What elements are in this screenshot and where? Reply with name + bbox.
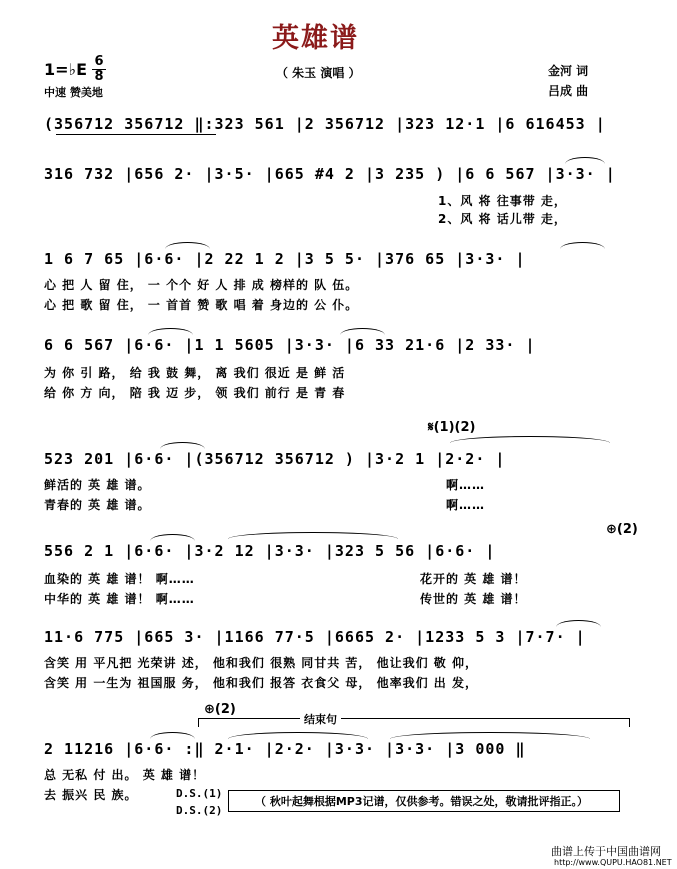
ds-1-marking: D.S.(1) <box>176 787 223 800</box>
time-top: 6 <box>94 54 104 69</box>
score-row-6: 556 2 1 |6·6· |3·2 12 |3·3· |323 5 56 |6·6· | <box>44 542 496 560</box>
score-row-1: (356712 356712 ‖:323 561 |2 356712 |323 12·1 |6 616453 | <box>44 115 606 133</box>
lyric-row-5-verse-2: 青春的 英 雄 谱。 <box>44 498 151 512</box>
score-row-5: 523 201 |6·6· |(356712 356712 ) |3·2 1 |2·2· | <box>44 450 506 468</box>
score-row-8: 2 11216 |6·6· :‖ 2·1· |2·2· |3·3· |3·3· |3 000 ‖ <box>44 740 526 758</box>
score-row-2: 316 732 |656 2· |3·5· |665 #4 2 |3 235 ) |6 6 567 |3·3· | <box>44 165 616 183</box>
lyric-row-5-verse-1: 鲜活的 英 雄 谱。 <box>44 478 151 492</box>
score-row-7: 11·6 775 |665 3· |1166 77·5 |6665 2· |1233 5 3 |7·7· | <box>44 628 586 646</box>
lyric-row-6-verse-1: 血染的 英 雄 谱！ 啊…… <box>44 572 195 586</box>
time-bottom: 8 <box>94 69 104 84</box>
lyric-row-7-verse-2: 含笑 用 一生为 祖国服 务， 他和我们 报答 衣食父 母， 他率我们 出 发， <box>44 676 478 690</box>
footer-site-name: 曲谱上传于中国曲谱网 <box>551 845 661 858</box>
lyric-row-6-verse-4: 传世的 英 雄 谱！ <box>420 592 527 606</box>
segno-marker: 𝄋(1)(2) <box>428 420 476 435</box>
lyric-row-2-verse-1: 1、风 将 往事带 走， <box>438 194 567 208</box>
ending-label: 结束句 <box>300 711 341 727</box>
ending-bracket <box>198 718 630 727</box>
lyric-row-8-verse-1: 总 无私 付 出。 英 雄 谱！ <box>44 768 206 782</box>
lyricist-credit: 金河 词 <box>548 64 589 78</box>
coda-marker-1: ⊕(2) <box>606 522 638 537</box>
lyric-row-5-ah-2: 啊…… <box>446 498 486 512</box>
page-title: 英雄谱 <box>272 23 359 54</box>
time-signature <box>92 56 106 83</box>
lyric-row-5-ah-1: 啊…… <box>446 478 486 492</box>
score-row-4: 6 6 567 |6·6· |1 1 5605 |3·3· |6 33 21·6 |2 33· | <box>44 336 536 354</box>
lyric-row-3-verse-2: 心 把 歌 留 住， 一 首首 赞 歌 唱 着 身边的 公 仆。 <box>44 298 359 312</box>
lyric-row-4-verse-2: 给 你 方 向， 陪 我 迈 步， 领 我们 前行 是 青 春 <box>44 386 346 400</box>
score-row-3: 1 6 7 65 |6·6· |2 22 1 2 |3 5 5· |376 65 |3·3· | <box>44 250 526 268</box>
singer-credit: （ 朱玉 演唱 ） <box>276 66 361 80</box>
lyric-row-8-verse-2: 去 振兴 民 族。 <box>44 788 138 802</box>
lyric-row-6-verse-3: 花开的 英 雄 谱！ <box>420 572 527 586</box>
lyric-row-4-verse-1: 为 你 引 路， 给 我 鼓 舞， 离 我们 很近 是 鲜 活 <box>44 366 346 380</box>
footer-site-url: http://www.QUPU.HAO81.NET <box>554 858 672 867</box>
lyric-row-6-verse-2: 中华的 英 雄 谱！ 啊…… <box>44 592 195 606</box>
tempo-marking: 中速 赞美地 <box>44 86 103 99</box>
composer-credit: 吕成 曲 <box>548 84 589 98</box>
lyric-row-2-verse-2: 2、风 将 话儿带 走， <box>438 212 567 226</box>
lyric-row-3-verse-1: 心 把 人 留 住， 一 个个 好 人 排 成 榜样的 队 伍。 <box>44 278 359 292</box>
transcription-remark: （ 秋叶起舞根据MP3记谱，仅供参考。错误之处，敬请批评指正。） <box>228 790 620 812</box>
ds-2-marking: D.S.(2) <box>176 804 223 817</box>
key-signature: 1=♭E <box>44 60 88 79</box>
lyric-row-7-verse-1: 含笑 用 平凡把 光荣讲 述， 他和我们 很熟 同甘共 苦， 他让我们 敬 仰， <box>44 656 478 670</box>
coda-marker-2: ⊕(2) <box>204 702 236 717</box>
